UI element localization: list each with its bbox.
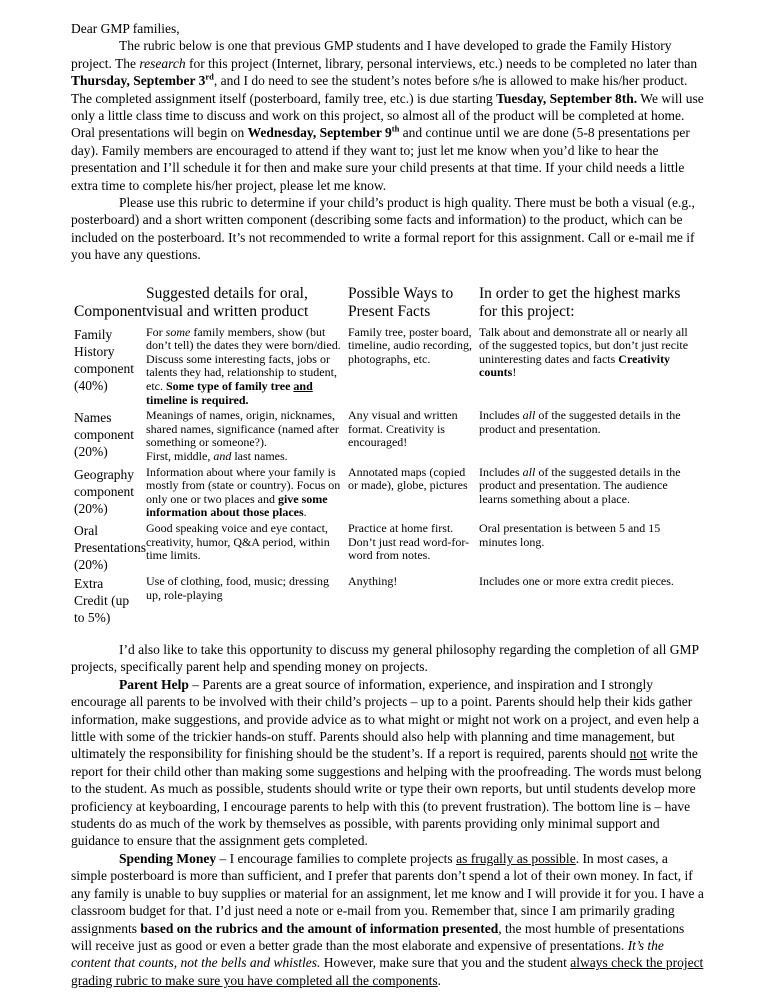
- rubric-header-row: [71, 284, 701, 325]
- ways-extra-credit: Anything!: [348, 574, 398, 588]
- spending-money-heading: Spending Money: [119, 850, 217, 866]
- component-names: Names component (20%): [74, 410, 134, 460]
- highest-geography: Includes all of the suggested details in the product and presentation. The audience learns something about a place.: [479, 464, 681, 506]
- table-row: [71, 574, 701, 627]
- letter-page: [71, 20, 706, 989]
- header-details: Suggested details for oral, visual and written product: [146, 284, 309, 320]
- highest-oral: Oral presentation is between 5 and 15 minutes long.: [479, 521, 661, 549]
- table-row: [71, 325, 701, 409]
- parent-help-paragraph: Parent Help – Parents are a great source of information, experience, and inspiration and I strongly encourage all parents to be involved with their child’s projects – up to a point. Parents should help their kids gather information, make suggestions, and provide advice as to what might or might not work on a project, and even help a little with some of the trickier hands-on stuff. Parents should also help with planning and time management, but ultimately the responsibility for finishing should be the student’s. If a report is required, parents should not write the report for their child other than making some suggestions and helping with the proofreading. The words must belong to the student. As much as possible, students should write or type their own reports, but until students develop more proficiency at keyboarding, I encourage parents to help with this (to prevent frustration). The bottom line is – have students do as much of the work by themselves as possible, with parents providing only minimal support and guidance to ensure that the assignment gets completed.: [71, 676, 702, 849]
- details-names: Meanings of names, origin, nicknames, shared names, significance (named after something or someone?). First, middle, and last names.: [146, 408, 339, 464]
- header-component: Component: [74, 302, 147, 320]
- header-highest: In order to get the highest marks for this project:: [479, 284, 681, 320]
- table-row: [71, 521, 701, 574]
- intro-paragraph: The rubric below is one that previous GMP students and I have developed to grade the Family History project. The research for this project (Internet, library, personal interviews, etc.) needs to be completed no later than Thursday, September 3rd, and I do need to see the student’s notes before s/he is allowed to make his/her product. The completed assignment itself (posterboard, family tree, etc.) is due starting Tuesday, September 8th. We will use only a little class time to discuss and work on this project, so almost all of the product will be completed at home. Oral presentations will begin on Wednesday, September 9th and continue until we are done (5-8 presentations per day). Family members are encouraged to attend if they want to; just let me know when you’d like to hear the presentation and I’ll schedule it for then and make sure your child presents at that time. If your child needs a little extra time to complete his/her project, please let me know.: [71, 38, 704, 193]
- highest-extra-credit: Includes one or more extra credit pieces.: [479, 574, 674, 588]
- salutation: Dear GMP families,: [71, 21, 180, 36]
- highest-family: Talk about and demonstrate all or nearly all of the suggested topics, but don’t just recite uninteresting dates and facts Creativity counts!: [479, 324, 689, 380]
- ways-geography: Annotated maps (copied or made), globe, pictures: [348, 464, 468, 493]
- ways-family: Family tree, poster board, timeline, audio recording, photographs, etc.: [348, 324, 472, 366]
- details-extra-credit: Use of clothing, food, music; dressing up, role-playing: [146, 574, 329, 602]
- details-oral: Good speaking voice and eye contact, creativity, humor, Q&A period, within time limits.: [146, 521, 330, 563]
- research-due-date: Thursday, September 3rd: [71, 71, 214, 89]
- rubric-instructions-paragraph: Please use this rubric to determine if your child’s product is high quality. There must be both a visual (e.g., posterboard) and a short written component (describing some facts and information) to the product, which can be included on the posterboard. It’s not recommended to write a formal report for this assignment. Call or e-mail me if you have any questions.: [71, 195, 695, 263]
- ways-oral: Practice at home first. Don’t just read word-for-word from notes.: [348, 521, 470, 563]
- product-due-date: Tuesday, September 8th.: [496, 90, 638, 106]
- component-family: Family History component (40%): [74, 326, 134, 393]
- highest-names: Includes all of the suggested details in the product and presentation.: [479, 408, 681, 436]
- header-ways: Possible Ways to Present Facts: [348, 284, 454, 320]
- details-geography: Information about where your family is mostly from (state or country). Focus on only one or two places and give some information about those places.: [146, 464, 341, 520]
- rubric-table: [71, 284, 701, 627]
- philosophy-intro-paragraph: I’d also like to take this opportunity to discuss my general philosophy regarding the completion of all GMP projects, specifically parent help and spending money on projects.: [71, 642, 699, 675]
- presentation-start-date: Wednesday, September 9th: [247, 123, 400, 141]
- parent-help-heading: Parent Help: [119, 676, 189, 692]
- component-extra-credit: Extra Credit (up to 5%): [74, 576, 130, 625]
- component-geography: Geography component (20%): [74, 466, 134, 516]
- table-row: [71, 465, 701, 521]
- details-family: For some family members, show (but don’t tell) the dates they were born/died. Discuss some interesting facts, jobs or talents they had, relationship to student, etc. Some type of family tree and timeline is required.: [146, 324, 341, 407]
- table-row: [71, 408, 701, 464]
- spending-money-paragraph: Spending Money – I encourage families to complete projects as frugally as possible. In most cases, a simple posterboard is more than sufficient, and I prefer that parents don’t spend a lot of their own money. In fact, if any family is unable to buy supplies or material for an assignment, let me know and I will provide it for you. I have a classroom budget for that. I’d just need a note or e-mail from you. Remember that, since I am primarily grading assignments based on the rubrics and the amount of information presented, the most humble of presentations will receive just as good or even a better grade than the most elaborate and expensive of presentations. It’s the content that counts, not the bells and whistles. However, make sure that you and the student always check the project grading rubric to make sure you have completed all the components.: [71, 850, 704, 988]
- component-oral: Oral Presentations (20%): [74, 523, 146, 572]
- ways-names: Any visual and written format. Creativity is encouraged!: [348, 408, 458, 450]
